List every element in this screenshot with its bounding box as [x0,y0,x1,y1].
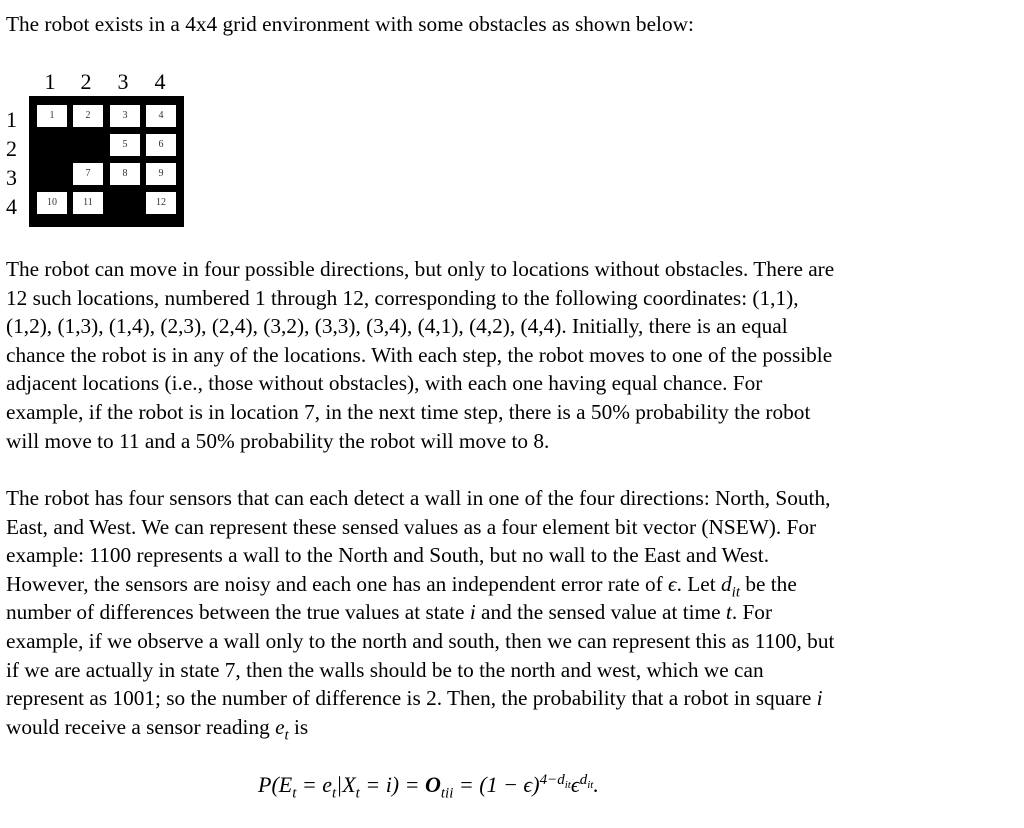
grid-cell: 3 [110,105,140,127]
eq-part: = (1 − ϵ) [453,772,540,797]
eq-sup-text: d [579,771,588,788]
eq-part: . [593,772,599,797]
text-span: be the [740,571,797,596]
grid-cell: 5 [110,134,140,156]
eq-sup [579,771,594,791]
text-line: example: 1100 represents a wall to the North and South, but no wall to the East and West. [6,543,770,568]
eq-part: |X [336,772,356,797]
row-label: 4 [6,194,17,219]
text-span: . For [731,600,773,625]
i-symbol: i [469,600,476,625]
eq-sub: t [292,785,297,802]
text-span: represent as 1001; so the number of difference is 2. Then, the probability that a robot in square [6,686,817,711]
eq-sup-sub: it [564,778,571,791]
eq-sup [539,771,571,791]
grid-cell: 10 [37,192,67,214]
text-line: The robot has four sensors that can each detect a wall in one of the four directions: North, South, [6,486,831,510]
grid-cell: 4 [146,105,176,127]
subscript: it [731,584,740,601]
subscript: t [284,727,289,743]
text-line: East, and West. We can represent these sensed values as a four element bit vector (NSEW). For [6,514,817,539]
eq-part: = e [296,772,332,797]
text-span: . Let [676,571,721,596]
eq-sup-sub: it [587,778,594,791]
grid-board [29,96,184,227]
text-line: (1,2), (1,3), (1,4), (2,3), (2,4), (3,2), (3,3), (3,4), (4,1), (4,2), (4,4). Initially, there is an equal [6,314,788,339]
text-span: and the sensed value at time [475,600,726,625]
movement-paragraph [6,255,1006,455]
col-label: 3 [117,69,129,94]
intro-text: The robot exists in a 4x4 grid environment with some obstacles as shown below: [6,12,694,36]
grid-cell: 12 [146,192,176,214]
row-label: 1 [6,107,17,132]
eq-part: P(E [258,772,293,797]
eq-sub: tii [440,785,454,802]
row-label: 2 [6,136,17,161]
sensor-paragraph [6,484,1006,741]
eq-sup-text: 4−d [539,771,565,788]
text-line: The robot can move in four possible directions, but only to locations without obstacles. There are [6,257,835,281]
text-line: will move to 11 and a 50% probability the robot will move to 8. [6,428,550,453]
text-line: adjacent locations (i.e., those without obstacles), with each one having equal chance. For [6,371,763,396]
text-line: chance the robot is in any of the locations. With each step, the robot moves to one of the possible [6,342,833,367]
text-line [6,570,1006,599]
t-symbol: t [725,600,732,625]
text-line: 12 such locations, numbered 1 through 12, corresponding to the following coordinates: (1,1), [6,285,799,310]
text-span: would receive a sensor reading [6,714,276,739]
text-span: number of differences between the true values at state [6,600,470,625]
text-line: if we are actually in state 7, then the walls should be to the north and west, which we can [6,657,764,682]
row-label: 3 [6,165,17,190]
epsilon-symbol: ϵ [668,571,677,596]
text-line: example, if we observe a wall only to the north and south, then we can represent this as 1100, but [6,628,835,653]
e-symbol: e [275,714,285,739]
grid-cell: 8 [110,163,140,185]
grid-cell: 2 [73,105,103,127]
grid-cell: 7 [73,163,103,185]
col-label: 2 [80,69,92,94]
eq-sub: t [355,785,360,802]
O-matrix-symbol: O [424,772,441,797]
text-line: example, if the robot is in location 7, in the next time step, there is a 50% probability the robot [6,399,811,424]
text-span: is [288,714,309,739]
col-label: 4 [154,69,166,94]
text-span: However, the sensors are noisy and each one has an independent error rate of [6,571,669,596]
eq-part: = i) = [359,772,425,797]
col-label: 1 [44,69,56,94]
grid-cell: 1 [37,105,67,127]
grid-cell: 9 [146,163,176,185]
grid-cell: 6 [146,134,176,156]
grid-cell: 11 [73,192,103,214]
eq-sub: t [332,785,337,802]
text-line [6,684,1006,713]
d-symbol: d [721,571,732,596]
sensor-probability-equation [258,770,599,800]
text-line [6,598,1006,627]
text-line [6,713,1006,742]
i-symbol: i [816,686,823,711]
eq-part: ϵ [570,772,580,797]
